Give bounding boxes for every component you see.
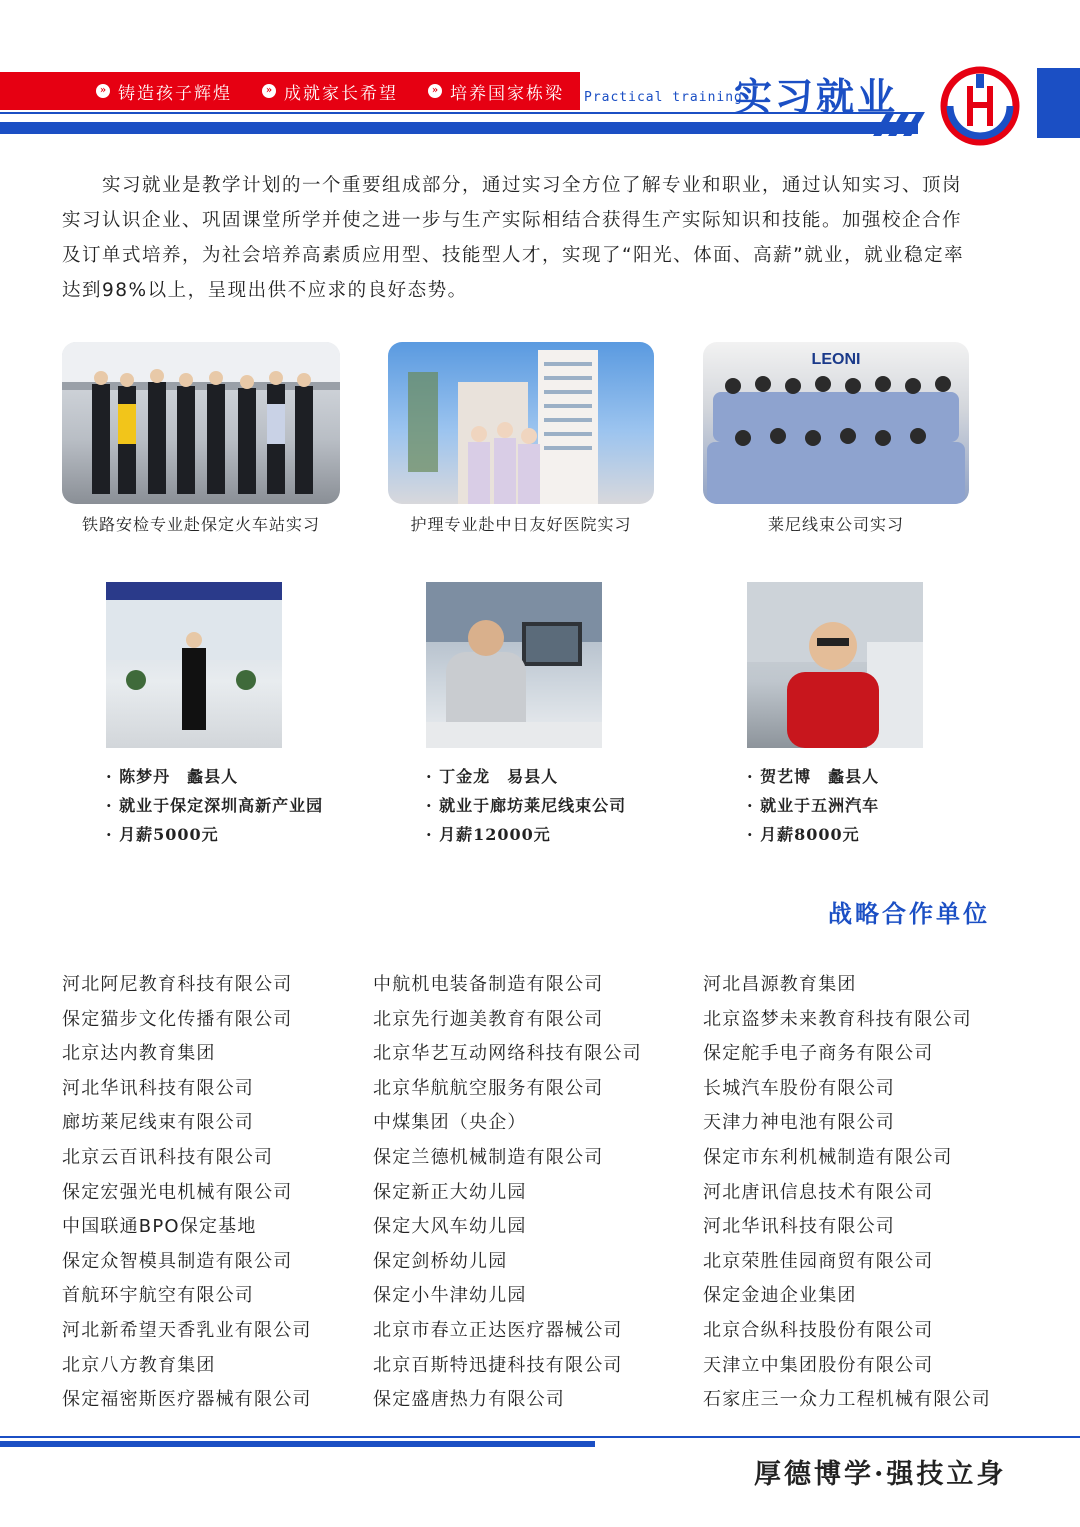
photo-graduate-chen bbox=[106, 582, 282, 748]
header-slogans bbox=[96, 72, 564, 110]
partner-item: 保定盛唐热力有限公司 bbox=[373, 1389, 565, 1411]
partner-item: 保定兰德机械制造有限公司 bbox=[373, 1146, 604, 1168]
school-logo-icon bbox=[940, 66, 1020, 146]
partner-item: 河北昌源教育集团 bbox=[703, 974, 857, 995]
graduate-name: · 陈梦丹 蠡县人 bbox=[106, 762, 323, 791]
partner-item: 长城汽车股份有限公司 bbox=[703, 1077, 895, 1099]
footer-divider bbox=[0, 1436, 1080, 1438]
partners-title: 战略合作单位 bbox=[828, 900, 990, 928]
partner-item: 北京市春立正达医疗器械公司 bbox=[373, 1319, 623, 1341]
graduate-employer: · 就业于五洲汽车 bbox=[747, 791, 879, 820]
slogan: » 铸造孩子辉煌 bbox=[96, 79, 232, 104]
partner-item: 北京合纵科技股份有限公司 bbox=[703, 1319, 934, 1341]
partner-item: 河北华讯科技有限公司 bbox=[703, 1216, 895, 1238]
partner-item: 河北华讯科技有限公司 bbox=[62, 1077, 254, 1099]
partner-item: 中航机电装备制造有限公司 bbox=[373, 974, 604, 995]
chevron-right-icon: » bbox=[428, 84, 442, 98]
photo-nursing-internship bbox=[388, 342, 654, 504]
graduate-info-ding bbox=[426, 762, 626, 849]
header-blue-block bbox=[1037, 68, 1080, 138]
partner-item: 北京盗梦未来教育科技有限公司 bbox=[703, 1008, 972, 1030]
slogan: » 成就家长希望 bbox=[262, 79, 398, 104]
graduate-salary: · 月薪5000元 bbox=[106, 820, 323, 849]
partner-item: 天津立中集团股份有限公司 bbox=[703, 1354, 934, 1376]
partner-item: 北京云百讯科技有限公司 bbox=[62, 1146, 274, 1168]
graduate-employer: · 就业于廊坊莱尼线束公司 bbox=[426, 791, 626, 820]
photo-graduate-ding bbox=[426, 582, 602, 748]
partners-column-2 bbox=[373, 968, 642, 1418]
partner-item: 保定舵手电子商务有限公司 bbox=[703, 1043, 934, 1065]
chevron-right-icon: » bbox=[262, 84, 276, 98]
partner-item: 北京先行迦美教育有限公司 bbox=[373, 1008, 604, 1030]
graduate-salary: · 月薪12000元 bbox=[426, 820, 626, 849]
partners-column-1 bbox=[62, 968, 312, 1418]
partner-item: 河北唐讯信息技术有限公司 bbox=[703, 1181, 934, 1203]
partner-item: 保定新正大幼儿园 bbox=[373, 1181, 527, 1203]
leoni-sign: LEONI bbox=[811, 351, 861, 368]
partner-item: 北京百斯特迅捷科技有限公司 bbox=[373, 1354, 623, 1376]
partner-item: 保定猫步文化传播有限公司 bbox=[62, 1008, 293, 1030]
partner-item: 廊坊莱尼线束有限公司 bbox=[62, 1112, 254, 1134]
section-english-title: Practical training bbox=[584, 90, 743, 105]
caption-leoni: 莱尼线束公司实习 bbox=[767, 515, 904, 534]
slogan: » 培养国家栋梁 bbox=[428, 79, 564, 104]
graduate-employer: · 就业于保定深圳高新产业园 bbox=[106, 791, 323, 820]
footer-divider-thick bbox=[0, 1441, 595, 1447]
graduate-info-chen bbox=[106, 762, 323, 849]
partner-item: 北京荣胜佳园商贸有限公司 bbox=[703, 1250, 934, 1272]
photo-leoni-internship bbox=[703, 342, 969, 504]
partner-item: 中国联通BPO保定基地 bbox=[62, 1216, 257, 1238]
graduate-salary: · 月薪8000元 bbox=[747, 820, 879, 849]
partner-item: 保定大风车幼儿园 bbox=[373, 1216, 527, 1238]
partner-item: 河北新希望天香乳业有限公司 bbox=[62, 1319, 312, 1341]
partners-column-3 bbox=[703, 968, 991, 1418]
partner-item: 北京华航航空服务有限公司 bbox=[373, 1077, 604, 1099]
graduate-name: · 贺艺博 蠡县人 bbox=[747, 762, 879, 791]
caption-railway: 铁路安检专业赴保定火车站实习 bbox=[81, 515, 320, 534]
partner-item: 首航环宇航空有限公司 bbox=[62, 1285, 254, 1307]
chevron-right-icon: » bbox=[96, 84, 110, 98]
partner-item: 石家庄三一众力工程机械有限公司 bbox=[703, 1389, 991, 1411]
partner-item: 北京华艺互动网络科技有限公司 bbox=[373, 1043, 642, 1065]
partner-item: 保定福密斯医疗器械有限公司 bbox=[62, 1389, 312, 1411]
partner-item: 保定宏强光电机械有限公司 bbox=[62, 1181, 293, 1203]
graduate-name: · 丁金龙 易县人 bbox=[426, 762, 626, 791]
partner-item: 天津力神电池有限公司 bbox=[703, 1112, 895, 1134]
footer-motto: 厚德博学·强技立身 bbox=[754, 1459, 1007, 1490]
partner-item: 保定众智模具制造有限公司 bbox=[62, 1250, 293, 1272]
section-title: 实习就业 bbox=[734, 75, 899, 119]
photo-graduate-he bbox=[747, 582, 923, 748]
partner-item: 保定剑桥幼儿园 bbox=[373, 1250, 508, 1272]
header-blue-stripe bbox=[0, 122, 918, 134]
partner-item: 保定小牛津幼儿园 bbox=[373, 1285, 527, 1307]
intro-paragraph: 实习就业是教学计划的一个重要组成部分，通过实习全方位了解专业和职业，通过认知实习、顶岗实习认识企业、巩固课堂所学并使之进一步与生产实际相结合获得生产实际知识和技能。加强校企合作及订单式培养，为社会培养高素质应用型、技能型人才，实现了“阳光、体面、高薪”就业，就业稳定率达到98%以上，呈现出供不应求的良好态势。 bbox=[62, 175, 965, 301]
graduate-info-he bbox=[747, 762, 879, 849]
partner-item: 保定市东利机械制造有限公司 bbox=[703, 1146, 953, 1168]
partner-item: 北京达内教育集团 bbox=[62, 1043, 216, 1065]
partner-item: 中煤集团（央企） bbox=[373, 1112, 527, 1134]
partner-item: 河北阿尼教育科技有限公司 bbox=[62, 974, 293, 995]
partner-item: 保定金迪企业集团 bbox=[703, 1285, 857, 1307]
partner-item: 北京八方教育集团 bbox=[62, 1354, 216, 1376]
caption-nursing: 护理专业赴中日友好医院实习 bbox=[410, 515, 632, 534]
photo-railway-internship bbox=[62, 342, 340, 504]
